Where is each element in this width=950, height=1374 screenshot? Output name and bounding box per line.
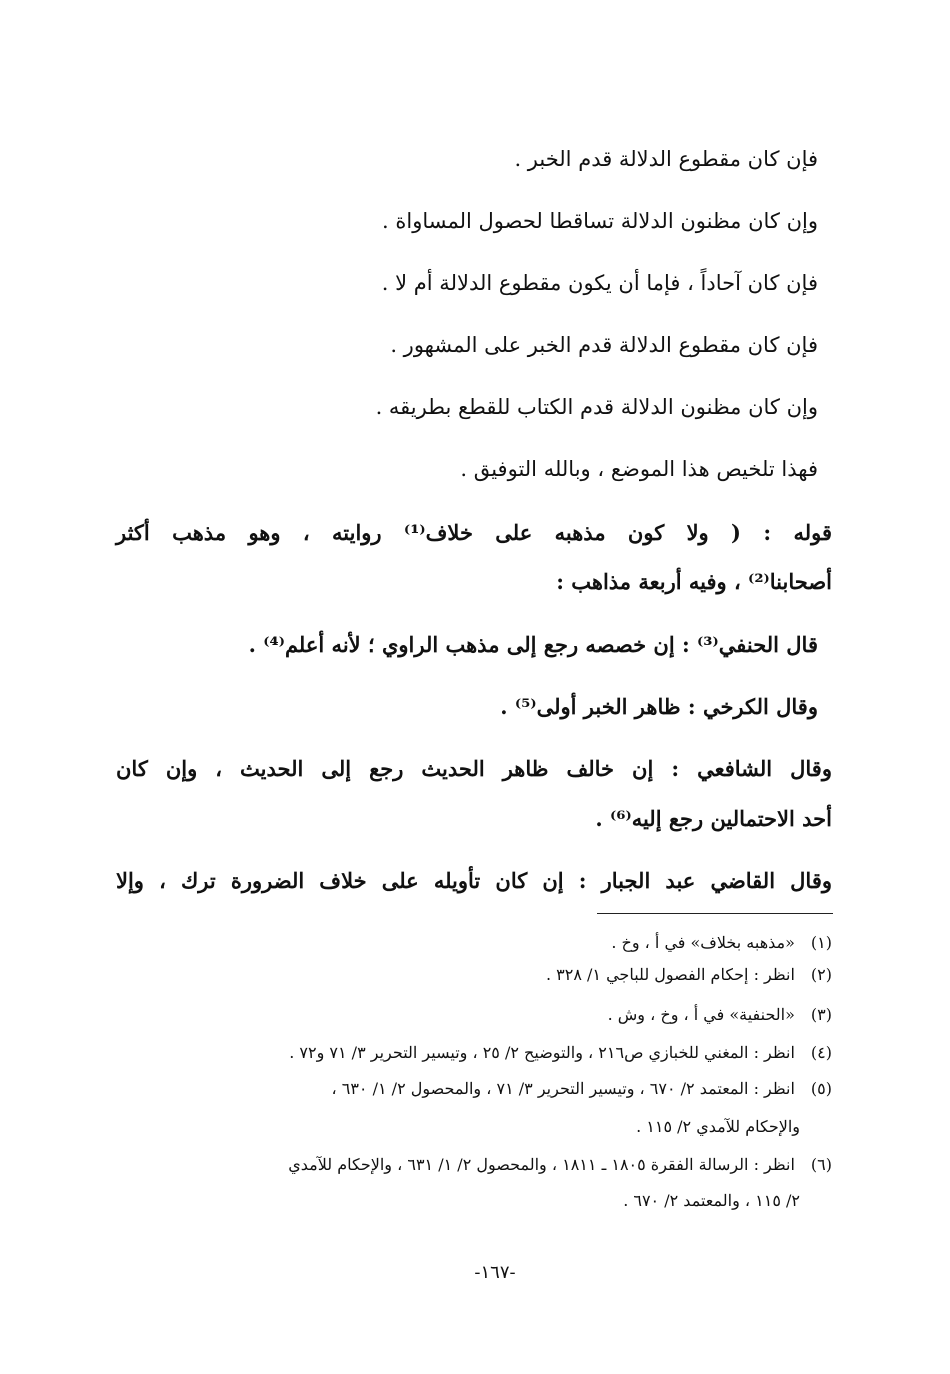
footnote-number: (٢) [810, 965, 832, 984]
body-line-10: وقال الكرخي : ظاهر الخبر أولى⁽⁵⁾ . [500, 694, 818, 719]
footnote-number: (٥) [810, 1079, 832, 1098]
footnote-4 [116, 1038, 832, 1068]
footnote-number: (٦) [810, 1155, 832, 1174]
body-line-13: وقال القاضي عبد الجبار : إن كان تأويله على خلاف الضرورة ترك ، وإلا [116, 868, 832, 893]
body-line-2: وإن كان مظنون الدلالة تساقطا لحصول المساواة . [382, 209, 818, 233]
body-line-7: قوله : ( ولا كون مذهبه على خلاف⁽¹⁾ روايته ، وهو مذهب أكثر [116, 520, 832, 545]
body-line-1: فإن كان مقطوع الدلالة قدم الخبر . [514, 147, 818, 171]
footnote-number: (١) [810, 933, 832, 952]
footnote-text: انظر : إحكام الفصول للباجي ١/ ٣٢٨ . [545, 965, 795, 984]
footnote-text: انظر : الرسالة الفقرة ١٨٠٥ ـ ١٨١١ ، والمحصول ٢/ ١/ ٦٣١ ، والإحكام للآمدي [288, 1155, 795, 1174]
footnote-5 [116, 1074, 832, 1104]
footnote-1 [116, 928, 832, 958]
footnote-2 [116, 960, 832, 990]
body-line-12: أحد الاحتمالين رجع إليه⁽⁶⁾ . [595, 806, 832, 831]
footnote-5-continued: والإحكام للآمدي ٢/ ١١٥ . [636, 1117, 800, 1136]
body-line-8: أصحابنا⁽²⁾ ، وفيه أربعة مذاهب : [556, 569, 832, 594]
footnote-text: «مذهبه بخلاف» في أ ، وخ . [611, 933, 795, 952]
footnote-6 [116, 1150, 832, 1180]
body-line-3: فإن كان آحاداً ، فإما أن يكون مقطوع الدلالة أم لا . [381, 271, 818, 295]
footnote-number: (٣) [810, 1005, 832, 1024]
footnote-divider [597, 913, 833, 914]
footnote-6-continued: ٢/ ١١٥ ، والمعتمد ٢/ ٦٧٠ . [623, 1191, 800, 1210]
footnote-number: (٤) [810, 1043, 832, 1062]
footnote-text: انظر : المعتمد ٢/ ٦٧٠ ، وتيسير التحرير ٣/ ٧١ ، والمحصول ٢/ ١/ ٦٣٠ ، [331, 1079, 795, 1098]
body-line-5: وإن كان مظنون الدلالة قدم الكتاب للقطع بطريقه . [375, 395, 818, 419]
body-line-9: قال الحنفي⁽³⁾ : إن خصصه رجع إلى مذهب الراوي ؛ لأنه أعلم⁽⁴⁾ . [248, 632, 818, 657]
footnote-text: انظر : المغني للخبازي ص٢١٦ ، والتوضيح ٢/ ٢٥ ، وتيسير التحرير ٣/ ٧١ و٧٢ . [289, 1043, 795, 1062]
body-line-6: فهذا تلخيص هذا الموضع ، وبالله التوفيق . [460, 457, 818, 481]
body-line-4: فإن كان مقطوع الدلالة قدم الخبر على المشهور . [390, 333, 818, 357]
footnote-text: «الحنفية» في أ ، وخ ، وش . [607, 1005, 795, 1024]
footnote-3 [116, 1000, 832, 1030]
page-number: -١٦٧- [474, 1262, 516, 1283]
body-line-11: وقال الشافعي : إن خالف ظاهر الحديث رجع إلى الحديث ، وإن كان [116, 756, 832, 781]
page-number-container [0, 1262, 950, 1283]
